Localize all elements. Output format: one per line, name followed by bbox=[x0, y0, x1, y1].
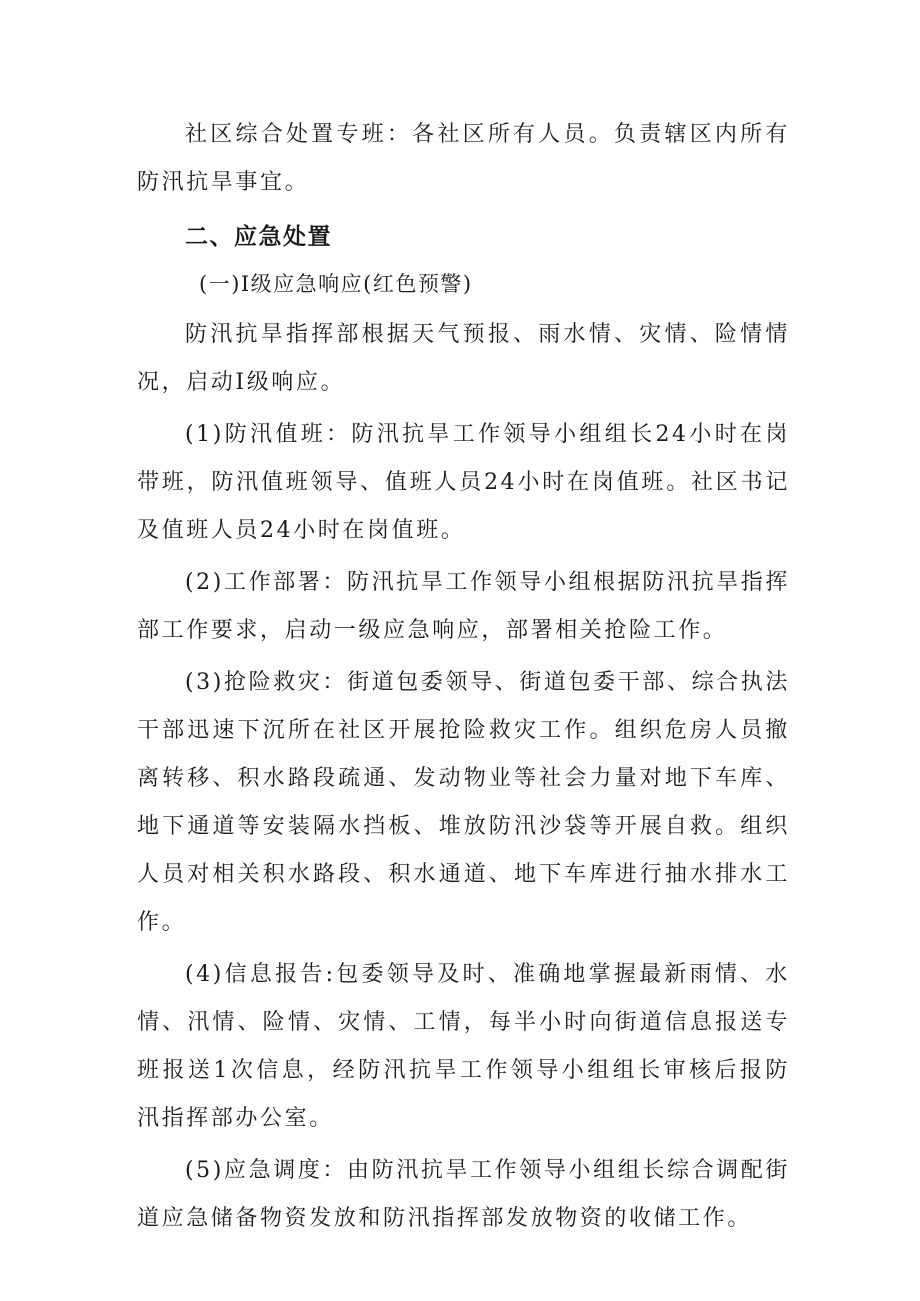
sub-heading-level-1-response: (一)Ⅰ级应急响应(红色预警) bbox=[199, 272, 473, 296]
document-body bbox=[137, 111, 790, 1243]
paragraph-rescue: (3)抢险救灾：街道包委领导、街道包委干部、综合执法干部迅速下沉所在社区开展抢险救灾工作。组织危房人员撤离转移、积水路段疏通、发动物业等社会力量对地下车库、地下通道等安装隔水挡板、堆放防汛沙袋等开展自救。组织人员对相关积水路段、积水通道、地下车库进行抽水排水工作。 bbox=[137, 670, 790, 935]
paragraph-community-team: 社区综合处置专班：各社区所有人员。负责辖区内所有防汛抗旱事宜。 bbox=[137, 122, 790, 195]
paragraph-work-deployment: (2)工作部署：防汛抗旱工作领导小组根据防汛抗旱指挥部工作要求，启动一级应急响应，部署相关抢险工作。 bbox=[137, 570, 790, 643]
section-heading-emergency-response: 二、应急处置 bbox=[185, 224, 332, 250]
paragraph-emergency-dispatch: (5)应急调度：由防汛抗旱工作领导小组组长综合调配街道应急储备物资发放和防汛指挥部发放物资的收储工作。 bbox=[137, 1158, 790, 1231]
paragraph-information-report: (4)信息报告:包委领导及时、准确地掌握最新雨情、水情、汛情、险情、灾情、工情，每半小时向街道信息报送专班报送1次信息，经防汛抗旱工作领导小组组长审核后报防汛指挥部办公室。 bbox=[137, 962, 790, 1131]
paragraph-flood-duty: (1)防汛值班：防汛抗旱工作领导小组组长24小时在岗带班，防汛值班领导、值班人员24小时在岗值班。社区书记及值班人员24小时在岗值班。 bbox=[137, 422, 790, 543]
paragraph-start-response: 防汛抗旱指挥部根据天气预报、雨水情、灾情、险情情况，启动Ⅰ级响应。 bbox=[137, 322, 790, 395]
